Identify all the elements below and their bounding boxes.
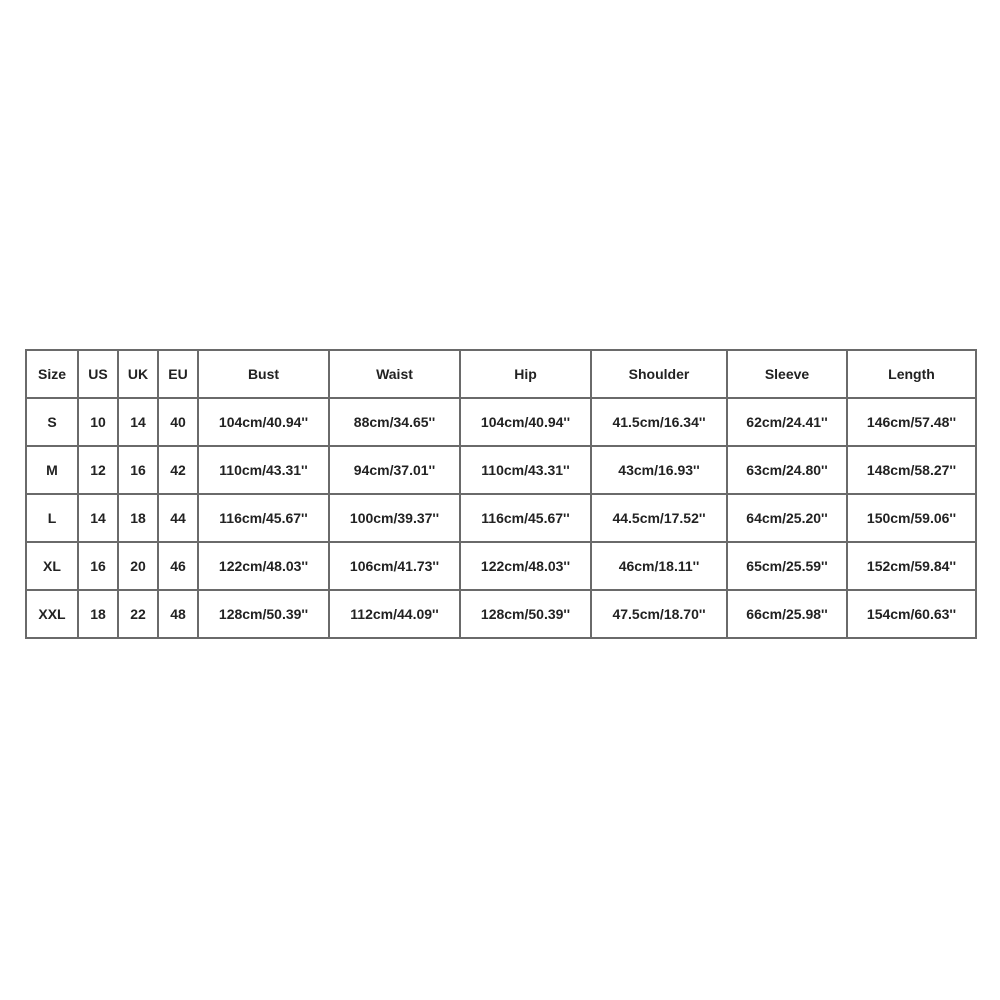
cell-size: L bbox=[26, 494, 78, 542]
cell-eu: 46 bbox=[158, 542, 198, 590]
header-size: Size bbox=[26, 350, 78, 398]
header-waist: Waist bbox=[329, 350, 460, 398]
cell-shoulder: 46cm/18.11'' bbox=[591, 542, 727, 590]
cell-us: 10 bbox=[78, 398, 118, 446]
header-uk: UK bbox=[118, 350, 158, 398]
header-eu: EU bbox=[158, 350, 198, 398]
cell-waist: 106cm/41.73'' bbox=[329, 542, 460, 590]
cell-uk: 20 bbox=[118, 542, 158, 590]
cell-bust: 122cm/48.03'' bbox=[198, 542, 329, 590]
cell-bust: 104cm/40.94'' bbox=[198, 398, 329, 446]
cell-bust: 128cm/50.39'' bbox=[198, 590, 329, 638]
cell-size: XXL bbox=[26, 590, 78, 638]
cell-eu: 48 bbox=[158, 590, 198, 638]
table-row bbox=[26, 590, 976, 638]
cell-uk: 22 bbox=[118, 590, 158, 638]
cell-shoulder: 47.5cm/18.70'' bbox=[591, 590, 727, 638]
cell-length: 152cm/59.84'' bbox=[847, 542, 976, 590]
cell-waist: 94cm/37.01'' bbox=[329, 446, 460, 494]
cell-hip: 122cm/48.03'' bbox=[460, 542, 591, 590]
cell-hip: 116cm/45.67'' bbox=[460, 494, 591, 542]
size-chart-body bbox=[26, 398, 976, 638]
cell-eu: 42 bbox=[158, 446, 198, 494]
cell-us: 18 bbox=[78, 590, 118, 638]
cell-hip: 128cm/50.39'' bbox=[460, 590, 591, 638]
cell-waist: 112cm/44.09'' bbox=[329, 590, 460, 638]
cell-shoulder: 41.5cm/16.34'' bbox=[591, 398, 727, 446]
cell-sleeve: 65cm/25.59'' bbox=[727, 542, 847, 590]
header-row bbox=[26, 350, 976, 398]
cell-us: 14 bbox=[78, 494, 118, 542]
table-row bbox=[26, 542, 976, 590]
cell-length: 146cm/57.48'' bbox=[847, 398, 976, 446]
cell-size: M bbox=[26, 446, 78, 494]
cell-sleeve: 64cm/25.20'' bbox=[727, 494, 847, 542]
header-length: Length bbox=[847, 350, 976, 398]
header-shoulder: Shoulder bbox=[591, 350, 727, 398]
cell-waist: 100cm/39.37'' bbox=[329, 494, 460, 542]
header-bust: Bust bbox=[198, 350, 329, 398]
size-chart-table bbox=[25, 349, 977, 639]
cell-eu: 40 bbox=[158, 398, 198, 446]
cell-bust: 116cm/45.67'' bbox=[198, 494, 329, 542]
cell-uk: 14 bbox=[118, 398, 158, 446]
table-row bbox=[26, 446, 976, 494]
cell-hip: 110cm/43.31'' bbox=[460, 446, 591, 494]
cell-length: 150cm/59.06'' bbox=[847, 494, 976, 542]
cell-waist: 88cm/34.65'' bbox=[329, 398, 460, 446]
cell-length: 148cm/58.27'' bbox=[847, 446, 976, 494]
cell-size: XL bbox=[26, 542, 78, 590]
header-us: US bbox=[78, 350, 118, 398]
cell-length: 154cm/60.63'' bbox=[847, 590, 976, 638]
cell-size: S bbox=[26, 398, 78, 446]
cell-uk: 16 bbox=[118, 446, 158, 494]
cell-sleeve: 62cm/24.41'' bbox=[727, 398, 847, 446]
table-row bbox=[26, 398, 976, 446]
table-row bbox=[26, 494, 976, 542]
cell-eu: 44 bbox=[158, 494, 198, 542]
cell-us: 12 bbox=[78, 446, 118, 494]
cell-uk: 18 bbox=[118, 494, 158, 542]
cell-sleeve: 63cm/24.80'' bbox=[727, 446, 847, 494]
cell-shoulder: 44.5cm/17.52'' bbox=[591, 494, 727, 542]
cell-shoulder: 43cm/16.93'' bbox=[591, 446, 727, 494]
size-chart-header bbox=[26, 350, 976, 398]
cell-hip: 104cm/40.94'' bbox=[460, 398, 591, 446]
cell-sleeve: 66cm/25.98'' bbox=[727, 590, 847, 638]
header-sleeve: Sleeve bbox=[727, 350, 847, 398]
header-hip: Hip bbox=[460, 350, 591, 398]
cell-bust: 110cm/43.31'' bbox=[198, 446, 329, 494]
cell-us: 16 bbox=[78, 542, 118, 590]
